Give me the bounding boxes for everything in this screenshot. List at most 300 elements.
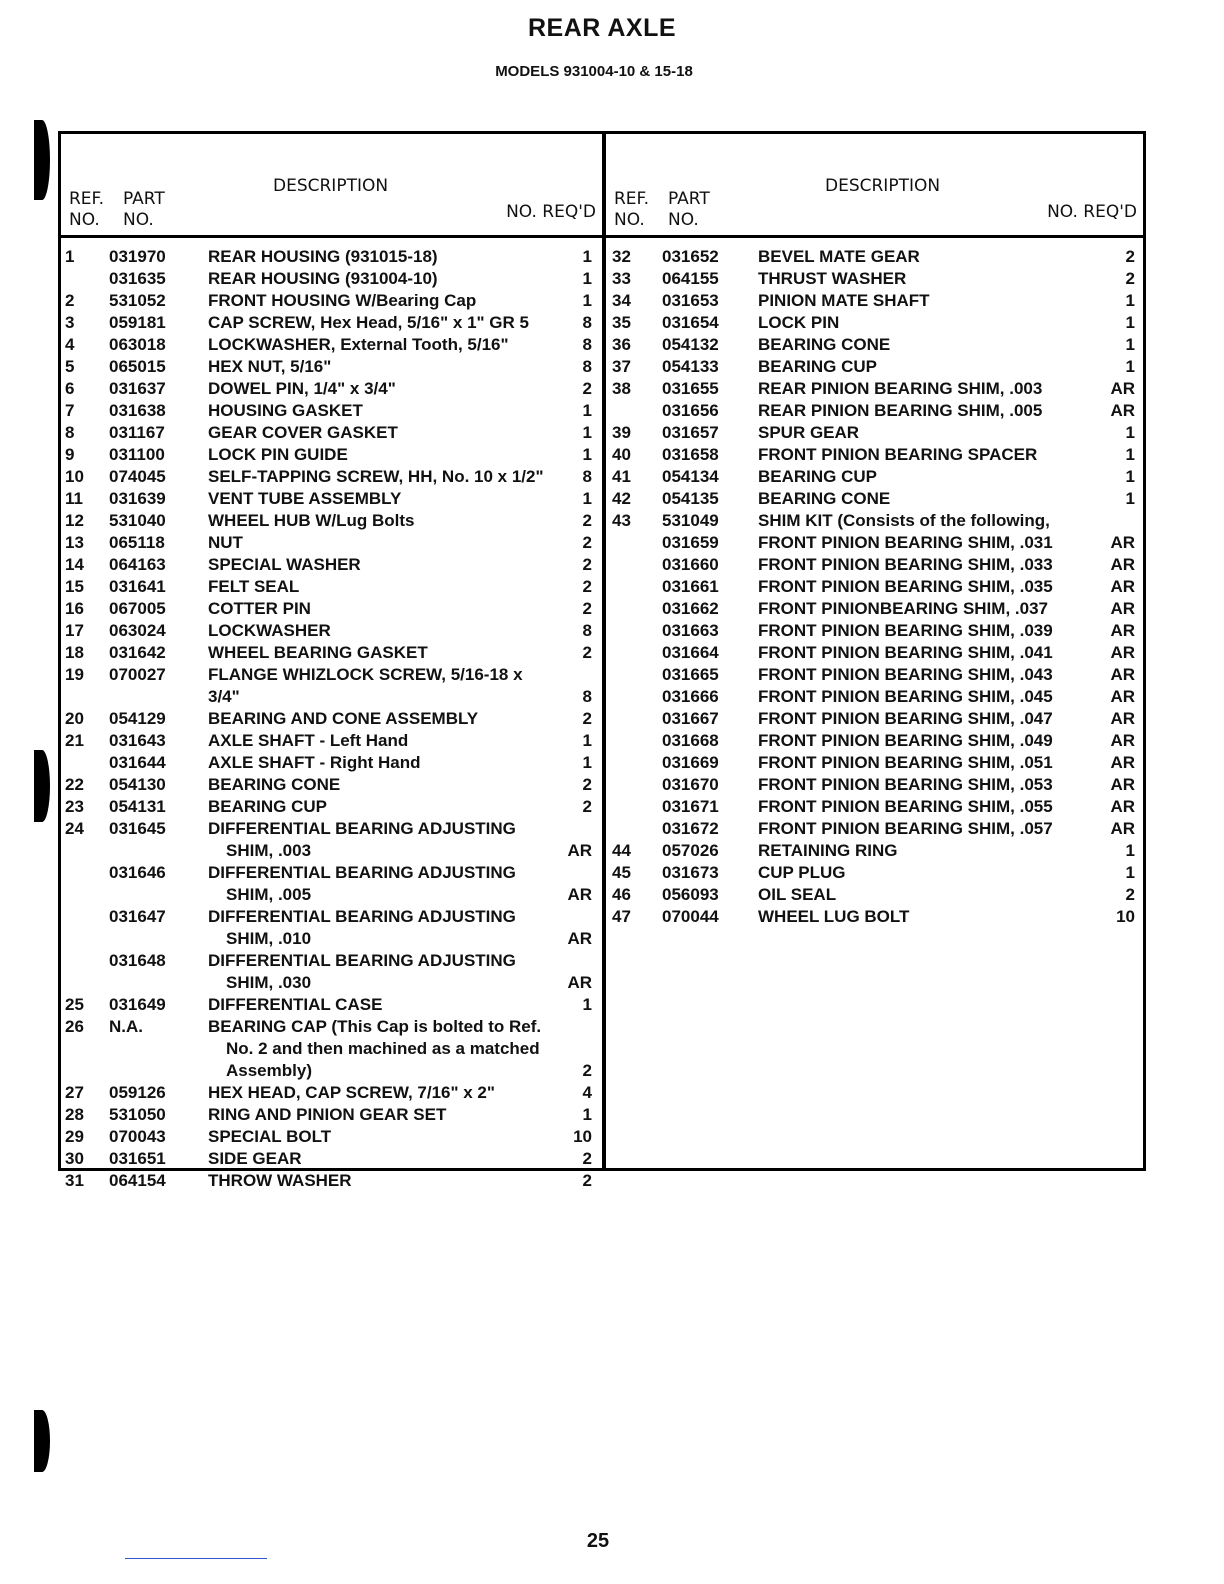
- part-description: [758, 400, 1093, 422]
- quantity-required: 1: [1125, 489, 1135, 508]
- part-number: 054133: [662, 357, 719, 376]
- quantity-required: 2: [582, 379, 592, 398]
- part-number: 031660: [662, 555, 719, 574]
- quantity-required: AR: [1110, 401, 1135, 420]
- part-description: [208, 818, 552, 862]
- table-row: [606, 422, 1143, 444]
- part-number: 056093: [662, 885, 719, 904]
- quantity-required: 2: [582, 577, 592, 596]
- header-qty-required: NO. REQ'D: [506, 202, 596, 222]
- part-number: 031668: [662, 731, 719, 750]
- ref-number: 46: [612, 885, 631, 904]
- part-number: 031666: [662, 687, 719, 706]
- ref-number: 14: [65, 555, 84, 574]
- part-number: 531050: [109, 1105, 166, 1124]
- quantity-required: 2: [582, 1171, 592, 1190]
- part-number: 031644: [109, 753, 166, 772]
- binder-hole-mark: [34, 120, 50, 200]
- part-number: 031665: [662, 665, 719, 684]
- part-description: [758, 334, 1093, 356]
- description-line: AXLE SHAFT - Left Hand: [208, 731, 409, 750]
- part-description: [758, 708, 1093, 730]
- description-line: DIFFERENTIAL BEARING ADJUSTING: [208, 819, 516, 838]
- part-description: [208, 444, 552, 466]
- part-description: [758, 774, 1093, 796]
- ref-number: 8: [65, 423, 75, 442]
- description-continuation: SHIM, .010: [226, 929, 312, 948]
- part-description: [758, 840, 1093, 862]
- quantity-required: 1: [582, 1105, 592, 1124]
- ref-number: 11: [65, 489, 83, 508]
- table-row: [61, 950, 602, 994]
- part-description: [208, 862, 552, 906]
- part-description: [208, 312, 552, 334]
- part-number: 031641: [109, 577, 166, 596]
- part-description: [758, 906, 1093, 928]
- description-line: THRUST WASHER: [758, 269, 907, 288]
- parts-list-left: [61, 246, 602, 1192]
- table-row: [61, 1148, 602, 1170]
- ref-number: 27: [65, 1083, 84, 1102]
- table-row: [606, 708, 1143, 730]
- table-row: [61, 994, 602, 1016]
- page-title: REAR AXLE: [527, 14, 677, 42]
- table-row: [61, 1126, 602, 1148]
- part-number: 064163: [109, 555, 166, 574]
- parts-list-right: [606, 246, 1143, 928]
- part-description: [758, 818, 1093, 840]
- description-line: SIDE GEAR: [208, 1149, 302, 1168]
- description-continuation: SHIM, .030: [226, 973, 312, 992]
- description-line: FRONT PINION BEARING SHIM, .033: [758, 555, 1053, 574]
- description-line: SHIM KIT (Consists of the following,: [758, 511, 1050, 530]
- part-description: [758, 664, 1093, 686]
- quantity-required: 2: [582, 599, 592, 618]
- quantity-required: AR: [1110, 797, 1135, 816]
- table-row: [606, 730, 1143, 752]
- description-line: FRONT PINION BEARING SHIM, .055: [758, 797, 1053, 816]
- part-description: [208, 422, 552, 444]
- ref-number: 28: [65, 1105, 84, 1124]
- part-number: 031663: [662, 621, 719, 640]
- part-number: 031645: [109, 819, 166, 838]
- description-line: REAR PINION BEARING SHIM, .005: [758, 401, 1043, 420]
- part-description: [208, 664, 552, 708]
- quantity-required: 10: [573, 1127, 592, 1146]
- table-row: [606, 510, 1143, 532]
- table-row: [606, 334, 1143, 356]
- description-line: BEVEL MATE GEAR: [758, 247, 920, 266]
- description-line: VENT TUBE ASSEMBLY: [208, 489, 402, 508]
- quantity-required: 1: [582, 247, 592, 266]
- table-row: [606, 268, 1143, 290]
- quantity-required: AR: [1110, 643, 1135, 662]
- quantity-required: 2: [582, 797, 592, 816]
- quantity-required: AR: [567, 885, 592, 904]
- part-number: 031635: [109, 269, 166, 288]
- ref-number: 34: [612, 291, 631, 310]
- table-row: [61, 862, 602, 906]
- part-number: 031167: [109, 423, 165, 442]
- description-line: LOCK PIN GUIDE: [208, 445, 348, 464]
- part-number: 031672: [662, 819, 719, 838]
- part-number: 064155: [662, 269, 719, 288]
- ref-number: 45: [612, 863, 631, 882]
- quantity-required: 8: [582, 621, 592, 640]
- description-line: AXLE SHAFT - Right Hand: [208, 753, 421, 772]
- part-description: [208, 268, 552, 290]
- description-line: FRONT PINION BEARING SHIM, .049: [758, 731, 1053, 750]
- description-line: REAR HOUSING (931015-18): [208, 247, 438, 266]
- part-number: 531040: [109, 511, 166, 530]
- description-line: FRONT PINION BEARING SHIM, .051: [758, 753, 1053, 772]
- table-row: [61, 246, 602, 268]
- part-description: [758, 488, 1093, 510]
- quantity-required: 1: [1125, 841, 1135, 860]
- part-number: 054131: [109, 797, 166, 816]
- ref-number: 30: [65, 1149, 84, 1168]
- part-description: [758, 686, 1093, 708]
- footer-rule: [125, 1558, 267, 1559]
- quantity-required: 8: [582, 335, 592, 354]
- quantity-required: AR: [1110, 577, 1135, 596]
- part-number: 059126: [109, 1083, 166, 1102]
- binder-hole-mark: [34, 750, 50, 822]
- quantity-required: 2: [582, 533, 592, 552]
- description-line: DIFFERENTIAL BEARING ADJUSTING: [208, 863, 516, 882]
- header-ref: REF.: [614, 189, 650, 209]
- description-line: REAR HOUSING (931004-10): [208, 269, 438, 288]
- quantity-required: 8: [582, 313, 592, 332]
- part-description: [758, 378, 1093, 400]
- table-row: [61, 1016, 602, 1082]
- description-line: FRONT PINION BEARING SHIM, .047: [758, 709, 1053, 728]
- table-row: [606, 466, 1143, 488]
- quantity-required: AR: [1110, 599, 1135, 618]
- part-description: [208, 554, 552, 576]
- part-number: 054132: [662, 335, 719, 354]
- part-description: [758, 884, 1093, 906]
- quantity-required: 1: [582, 269, 592, 288]
- quantity-required: 2: [582, 511, 592, 530]
- ref-number: 35: [612, 313, 631, 332]
- table-row: [606, 752, 1143, 774]
- part-description: [758, 862, 1093, 884]
- description-line: FRONT PINION BEARING SHIM, .041: [758, 643, 1053, 662]
- table-row: [61, 290, 602, 312]
- part-description: [758, 466, 1093, 488]
- binder-hole-mark: [34, 1410, 50, 1472]
- table-row: [606, 774, 1143, 796]
- ref-number: 20: [65, 709, 84, 728]
- description-line: FLANGE WHIZLOCK SCREW, 5/16-18 x 3/4": [208, 665, 523, 706]
- part-description: [208, 510, 552, 532]
- part-number: 063018: [109, 335, 166, 354]
- header-part-no: NO.: [123, 210, 154, 230]
- part-number: 031664: [662, 643, 719, 662]
- description-line: DIFFERENTIAL BEARING ADJUSTING: [208, 951, 516, 970]
- part-description: [208, 1126, 552, 1148]
- part-number: 070044: [662, 907, 719, 926]
- ref-number: 3: [65, 313, 75, 332]
- description-line: OIL SEAL: [758, 885, 837, 904]
- ref-number: 9: [65, 445, 75, 464]
- table-row: [606, 840, 1143, 862]
- quantity-required: 1: [582, 445, 592, 464]
- ref-number: 15: [65, 577, 84, 596]
- table-row: [606, 400, 1143, 422]
- description-line: SELF-TAPPING SCREW, HH, No. 10 x 1/2": [208, 467, 544, 486]
- part-description: [208, 356, 552, 378]
- table-row: [606, 532, 1143, 554]
- table-row: [61, 752, 602, 774]
- part-number: 054129: [109, 709, 166, 728]
- page-number: 25: [586, 1530, 610, 1552]
- part-number: 031649: [109, 995, 166, 1014]
- part-number: 031646: [109, 863, 166, 882]
- table-row: [61, 378, 602, 400]
- header-ref-no: NO.: [614, 210, 645, 230]
- description-line: FRONT PINIONBEARING SHIM, .037: [758, 599, 1048, 618]
- part-number: 031652: [662, 247, 719, 266]
- description-line: BEARING CUP: [758, 357, 878, 376]
- table-row: [606, 862, 1143, 884]
- quantity-required: 2: [1125, 885, 1135, 904]
- description-line: LOCKWASHER, External Tooth, 5/16": [208, 335, 509, 354]
- table-row: [61, 400, 602, 422]
- table-row: [61, 818, 602, 862]
- part-description: [208, 752, 552, 774]
- description-line: FELT SEAL: [208, 577, 300, 596]
- ref-number: 37: [612, 357, 631, 376]
- quantity-required: 2: [582, 775, 592, 794]
- part-number: 031669: [662, 753, 719, 772]
- description-line: BEARING CUP: [208, 797, 328, 816]
- quantity-required: 2: [1125, 247, 1135, 266]
- quantity-required: 1: [582, 995, 592, 1014]
- quantity-required: 4: [582, 1083, 592, 1102]
- quantity-required: AR: [567, 973, 592, 992]
- quantity-required: 1: [1125, 423, 1135, 442]
- quantity-required: 1: [1125, 357, 1135, 376]
- table-row: [61, 598, 602, 620]
- ref-number: 6: [65, 379, 75, 398]
- description-line: FRONT PINION BEARING SHIM, .045: [758, 687, 1053, 706]
- description-line: FRONT PINION BEARING SPACER: [758, 445, 1038, 464]
- table-row: [61, 664, 602, 708]
- description-line: WHEEL HUB W/Lug Bolts: [208, 511, 415, 530]
- part-description: [208, 994, 552, 1016]
- description-line: HEX HEAD, CAP SCREW, 7/16" x 2": [208, 1083, 495, 1102]
- ref-number: 5: [65, 357, 75, 376]
- part-description: [758, 730, 1093, 752]
- description-line: FRONT HOUSING W/Bearing Cap: [208, 291, 477, 310]
- part-description: [208, 730, 552, 752]
- part-number: 065015: [109, 357, 166, 376]
- table-row: [606, 818, 1143, 840]
- quantity-required: AR: [1110, 687, 1135, 706]
- table-row: [61, 444, 602, 466]
- header-qty-required: NO. REQ'D: [1047, 202, 1137, 222]
- part-number: 031638: [109, 401, 166, 420]
- part-description: [208, 906, 552, 950]
- description-line: GEAR COVER GASKET: [208, 423, 398, 442]
- table-row: [61, 576, 602, 598]
- ref-number: 29: [65, 1127, 84, 1146]
- quantity-required: 8: [582, 687, 592, 706]
- part-description: [758, 444, 1093, 466]
- part-number: 031642: [109, 643, 166, 662]
- quantity-required: 10: [1116, 907, 1135, 926]
- ref-number: 40: [612, 445, 631, 464]
- description-line: FRONT PINION BEARING SHIM, .057: [758, 819, 1053, 838]
- ref-number: 21: [65, 731, 84, 750]
- table-row: [606, 796, 1143, 818]
- parts-table-left-half: [61, 134, 606, 1190]
- description-line: HEX NUT, 5/16": [208, 357, 332, 376]
- part-number: 057026: [662, 841, 719, 860]
- table-row: [61, 510, 602, 532]
- description-line: FRONT PINION BEARING SHIM, .039: [758, 621, 1053, 640]
- header-part: PART: [123, 189, 165, 209]
- ref-number: 2: [65, 291, 75, 310]
- part-description: [758, 620, 1093, 642]
- table-row: [606, 664, 1143, 686]
- part-description: [208, 642, 552, 664]
- description-line: DOWEL PIN, 1/4" x 3/4": [208, 379, 396, 398]
- quantity-required: 1: [582, 401, 592, 420]
- part-number: 031653: [662, 291, 719, 310]
- part-description: [208, 1016, 552, 1082]
- description-line: COTTER PIN: [208, 599, 311, 618]
- description-line: DIFFERENTIAL CASE: [208, 995, 383, 1014]
- description-line: BEARING CONE: [758, 335, 891, 354]
- part-description: [208, 576, 552, 598]
- description-line: FRONT PINION BEARING SHIM, .043: [758, 665, 1053, 684]
- table-row: [61, 312, 602, 334]
- quantity-required: 1: [582, 291, 592, 310]
- ref-number: 41: [612, 467, 631, 486]
- quantity-required: 1: [1125, 445, 1135, 464]
- part-number: 031656: [662, 401, 719, 420]
- description-line: CUP PLUG: [758, 863, 846, 882]
- ref-number: 7: [65, 401, 75, 420]
- part-description: [208, 1104, 552, 1126]
- part-description: [208, 620, 552, 642]
- table-row: [606, 620, 1143, 642]
- quantity-required: 2: [582, 643, 592, 662]
- description-line: SPUR GEAR: [758, 423, 860, 442]
- header-ref: REF.: [69, 189, 105, 209]
- ref-number: 42: [612, 489, 631, 508]
- table-row: [606, 444, 1143, 466]
- ref-number: 39: [612, 423, 631, 442]
- part-number: 059181: [109, 313, 166, 332]
- part-number: 531052: [109, 291, 166, 310]
- table-row: [61, 620, 602, 642]
- part-number: 054135: [662, 489, 719, 508]
- part-number: 031671: [662, 797, 719, 816]
- table-row: [61, 268, 602, 290]
- part-description: [208, 378, 552, 400]
- table-row: [61, 1104, 602, 1126]
- part-number: 031100: [109, 445, 165, 464]
- parts-table: [58, 131, 1146, 1190]
- description-line: SPECIAL BOLT: [208, 1127, 332, 1146]
- part-description: [758, 312, 1093, 334]
- part-description: [758, 532, 1093, 554]
- quantity-required: 1: [1125, 467, 1135, 486]
- description-line: THROW WASHER: [208, 1171, 352, 1190]
- parts-table-right-half: [606, 134, 1143, 1168]
- quantity-required: AR: [1110, 709, 1135, 728]
- part-description: [758, 796, 1093, 818]
- description-line: HOUSING GASKET: [208, 401, 363, 420]
- part-description: [758, 268, 1093, 290]
- description-continuation: No. 2 and then machined as a matched Assembly): [226, 1039, 540, 1080]
- part-description: [208, 1148, 552, 1170]
- ref-number: 19: [65, 665, 84, 684]
- quantity-required: 2: [582, 555, 592, 574]
- part-number: 031670: [662, 775, 719, 794]
- header-part: PART: [668, 189, 710, 209]
- ref-number: 18: [65, 643, 84, 662]
- part-description: [208, 246, 552, 268]
- part-description: [208, 1082, 552, 1104]
- part-description: [758, 246, 1093, 268]
- quantity-required: 2: [582, 1061, 592, 1080]
- table-row: [61, 796, 602, 818]
- quantity-required: 1: [582, 731, 592, 750]
- table-row: [61, 1082, 602, 1104]
- ref-number: 31: [65, 1171, 84, 1190]
- description-line: BEARING CUP: [758, 467, 878, 486]
- part-description: [758, 510, 1093, 532]
- part-description: [208, 532, 552, 554]
- ref-number: 32: [612, 247, 631, 266]
- description-line: WHEEL LUG BOLT: [758, 907, 910, 926]
- quantity-required: AR: [1110, 819, 1135, 838]
- ref-number: 12: [65, 511, 84, 530]
- ref-number: 36: [612, 335, 631, 354]
- ref-number: 38: [612, 379, 631, 398]
- part-number: 074045: [109, 467, 166, 486]
- table-row: [606, 576, 1143, 598]
- part-description: [758, 598, 1093, 620]
- part-number: 054134: [662, 467, 719, 486]
- header-description: DESCRIPTION: [273, 176, 389, 196]
- part-number: 031655: [662, 379, 719, 398]
- quantity-required: 1: [582, 489, 592, 508]
- part-number: 031970: [109, 247, 166, 266]
- description-line: PINION MATE SHAFT: [758, 291, 930, 310]
- page-subtitle: MODELS 931004-10 & 15-18: [495, 63, 693, 80]
- table-row: [606, 554, 1143, 576]
- ref-number: 25: [65, 995, 84, 1014]
- ref-number: 26: [65, 1017, 84, 1036]
- ref-number: 16: [65, 599, 84, 618]
- table-row: [606, 290, 1143, 312]
- part-number: 031643: [109, 731, 166, 750]
- ref-number: 44: [612, 841, 631, 860]
- table-row: [61, 1170, 602, 1192]
- part-number: 031651: [109, 1149, 166, 1168]
- part-number: 031659: [662, 533, 719, 552]
- part-description: [758, 554, 1093, 576]
- ref-number: 17: [65, 621, 84, 640]
- part-number: 064154: [109, 1171, 166, 1190]
- table-row: [61, 334, 602, 356]
